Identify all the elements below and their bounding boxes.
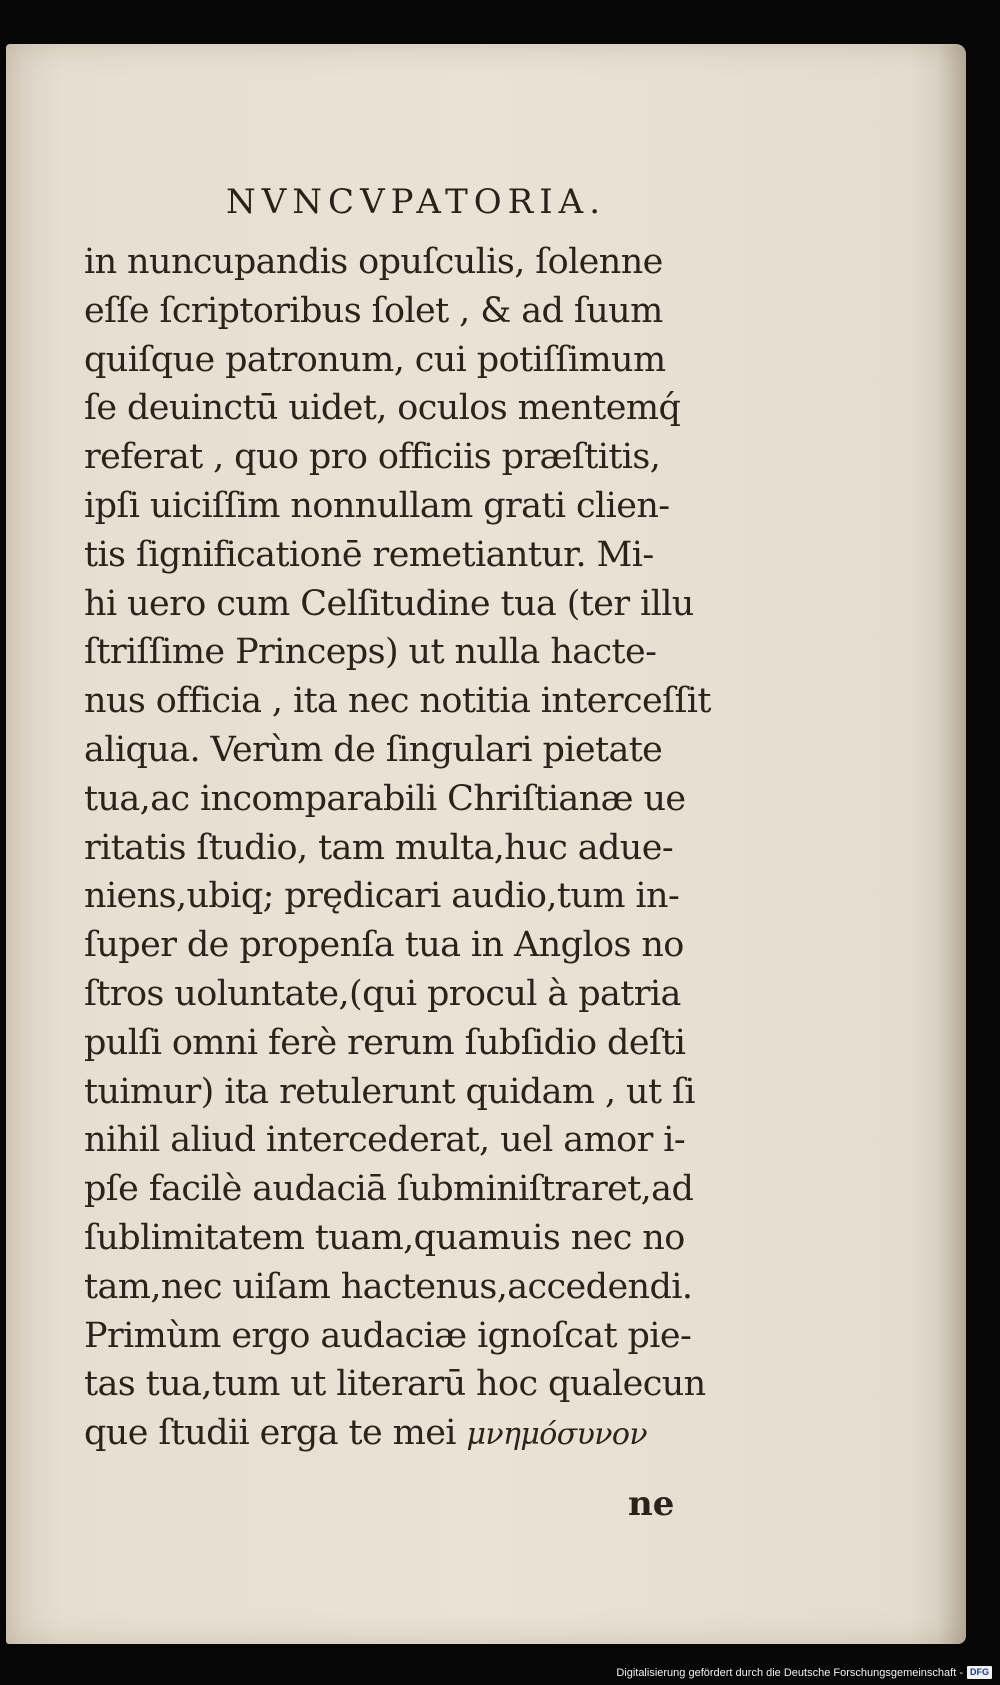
text-line: tas tua,tum ut literarū hoc qualecun bbox=[84, 1364, 706, 1405]
greek-word: μνημόσυνον bbox=[466, 1417, 647, 1453]
text-line: ſublimitatem tuam,quamuis nec no bbox=[84, 1217, 685, 1258]
text-line-last bbox=[84, 1409, 744, 1458]
credit-text: Digitalisierung gefördert durch die Deutsche Forschungsgemeinschaft - bbox=[616, 1666, 963, 1679]
text-line: nihil aliud intercederat, uel amor i- bbox=[84, 1120, 686, 1161]
page-edge-shadow bbox=[938, 44, 966, 1644]
text-line: tua,ac incomparabili Chriſtianæ ue bbox=[84, 778, 686, 819]
text-line: eſſe ſcriptoribus ſolet , & ad ſuum bbox=[84, 290, 663, 331]
text-line: nus officia , ita nec notitia interceſſit bbox=[84, 681, 711, 722]
text-line: pulſi omni ferè rerum ſubſidio deſti bbox=[84, 1022, 686, 1063]
text-line: referat , quo pro officiis præſtitis, bbox=[84, 437, 661, 478]
last-line-text: que ſtudii erga te mei bbox=[84, 1413, 456, 1454]
text-line: in nuncupandis opuſculis, ſolenne bbox=[84, 242, 663, 282]
text-line: niens,ubiq; prędicari audio,tum in- bbox=[84, 876, 680, 917]
book-page bbox=[6, 44, 966, 1644]
text-line: hi uero cum Celſitudine tua (ter illu bbox=[84, 583, 694, 624]
text-line: ſtros uoluntate,(qui procul à patria bbox=[84, 973, 681, 1014]
text-line: quiſque patronum, cui potiſſimum bbox=[84, 339, 666, 380]
text-line: pſe facilè audaciā ſubminiſtraret,ad bbox=[84, 1169, 694, 1210]
text-line: ritatis ſtudio, tam multa,huc adue- bbox=[84, 827, 674, 868]
digitization-credit bbox=[616, 1666, 992, 1679]
body-text bbox=[84, 238, 744, 1458]
text-line: ſtriſſime Princeps) ut nulla hacte- bbox=[84, 632, 657, 673]
catchword: ne bbox=[628, 1484, 675, 1524]
dfg-logo: DFG bbox=[967, 1666, 992, 1679]
text-line: tuimur) ita retulerunt quidam , ut ſi bbox=[84, 1071, 695, 1112]
text-line: aliqua. Verùm de ſingulari pietate bbox=[84, 729, 663, 770]
text-line: tis ſignificationē remetiantur. Mi- bbox=[84, 534, 654, 575]
text-line: ſe deuinctū uidet, oculos mentemq́ bbox=[84, 388, 681, 429]
text-line: ſuper de propenſa tua in Anglos no bbox=[84, 925, 684, 966]
text-line: Primùm ergo audaciæ ignoſcat pie- bbox=[84, 1315, 692, 1356]
text-line: tam,nec uiſam hactenus,accedendi. bbox=[84, 1266, 693, 1307]
running-header: NVNCVPATORIA. bbox=[226, 182, 607, 222]
text-line: ipſi uiciſſim nonnullam grati clien- bbox=[84, 485, 670, 526]
